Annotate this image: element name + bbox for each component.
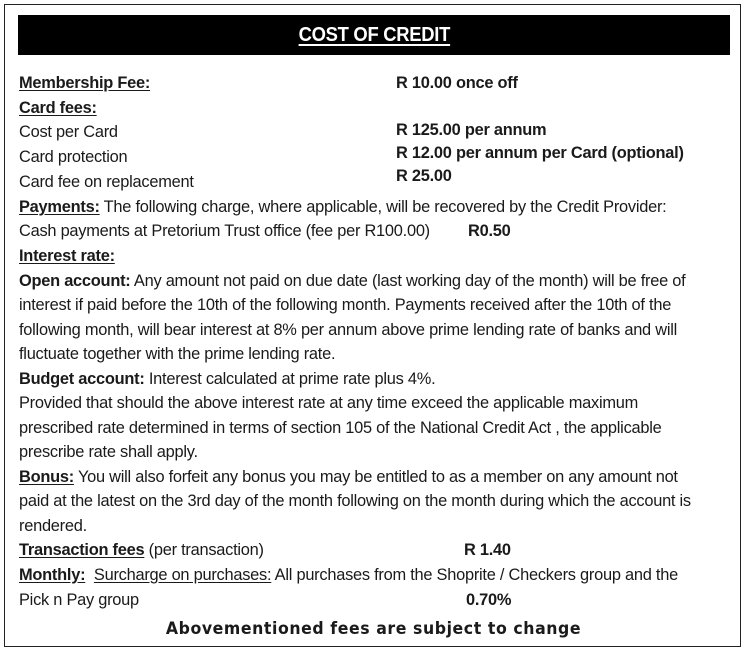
open-account-line-4: fluctuate together with the prime lending rate.	[19, 345, 336, 363]
bonus-line-2: paid at the latest on the 3rd day of the month following on the month during which the account is	[19, 492, 691, 510]
payments-heading: Payments:	[19, 198, 100, 216]
fees-change-notice: Abovementioned fees are subject to change	[165, 619, 582, 638]
card-protection-value: R 12.00 per annum per Card (optional)	[396, 144, 684, 162]
interest-rate-heading: Interest rate:	[19, 247, 115, 265]
surcharge-label: Surcharge on purchases:	[93, 566, 272, 584]
monthly-line	[19, 565, 678, 585]
membership-fee-value: R 10.00 once off	[396, 74, 518, 92]
open-account-line-1	[19, 271, 685, 291]
monthly-value: 0.70%	[466, 591, 512, 609]
payments-text: The following charge, where applicable, will be recovered by the Credit Provider:	[99, 198, 667, 216]
provided-line-3: prescribe rate shall apply.	[19, 443, 198, 461]
transaction-fees-label: Transaction fees	[19, 541, 145, 559]
transaction-fees-value: R 1.40	[464, 541, 511, 559]
bonus-line-1	[19, 467, 678, 487]
open-account-text: Any amount not paid on due date (last working day of the month) will be free of	[130, 272, 686, 290]
card-fees-heading: Card fees:	[19, 99, 97, 117]
card-replacement-label: Card fee on replacement	[19, 173, 194, 191]
open-account-line-3: following month, will bear interest at 8% per annum above prime lending rate of banks and will	[19, 321, 677, 339]
bonus-line-3: rendered.	[19, 517, 87, 535]
cost-per-card-label: Cost per Card	[19, 123, 118, 141]
monthly-text: All purchases from the Shoprite / Checkers group and the	[271, 566, 678, 584]
card-replacement-value: R 25.00	[396, 167, 452, 185]
card-protection-label: Card protection	[19, 148, 128, 166]
cost-per-card-value: R 125.00 per annum	[396, 121, 547, 139]
transaction-fees-line	[19, 540, 264, 560]
page-title: COST OF CREDIT	[298, 23, 450, 46]
cash-payments-value: R0.50	[468, 222, 511, 240]
transaction-fees-suffix: (per transaction)	[144, 541, 264, 559]
title-bar	[18, 15, 730, 55]
budget-account-text: Interest calculated at prime rate plus 4%.	[144, 370, 436, 388]
budget-account-label: Budget account:	[19, 370, 145, 388]
budget-account-line	[19, 369, 435, 389]
membership-fee-label: Membership Fee:	[19, 74, 151, 92]
open-account-line-2: interest if paid before the 10th of the following month. Payments received after the 10th of the	[19, 296, 672, 314]
provided-line-1: Provided that should the above interest rate at any time exceed the applicable maximum	[19, 394, 639, 412]
payments-line	[19, 197, 667, 217]
provided-line-2: prescribed rate determined in terms of section 105 of the National Credit Act , the applicable	[19, 419, 662, 437]
bonus-text: You will also forfeit any bonus you may be entitled to as a member on any amount not	[73, 468, 678, 486]
bonus-label: Bonus:	[19, 468, 74, 486]
monthly-line-2: Pick n Pay group	[19, 591, 139, 609]
open-account-label: Open account:	[19, 272, 131, 290]
monthly-label: Monthly:	[19, 566, 86, 584]
cash-payments-label: Cash payments at Pretorium Trust office (fee per R100.00)	[19, 222, 430, 240]
